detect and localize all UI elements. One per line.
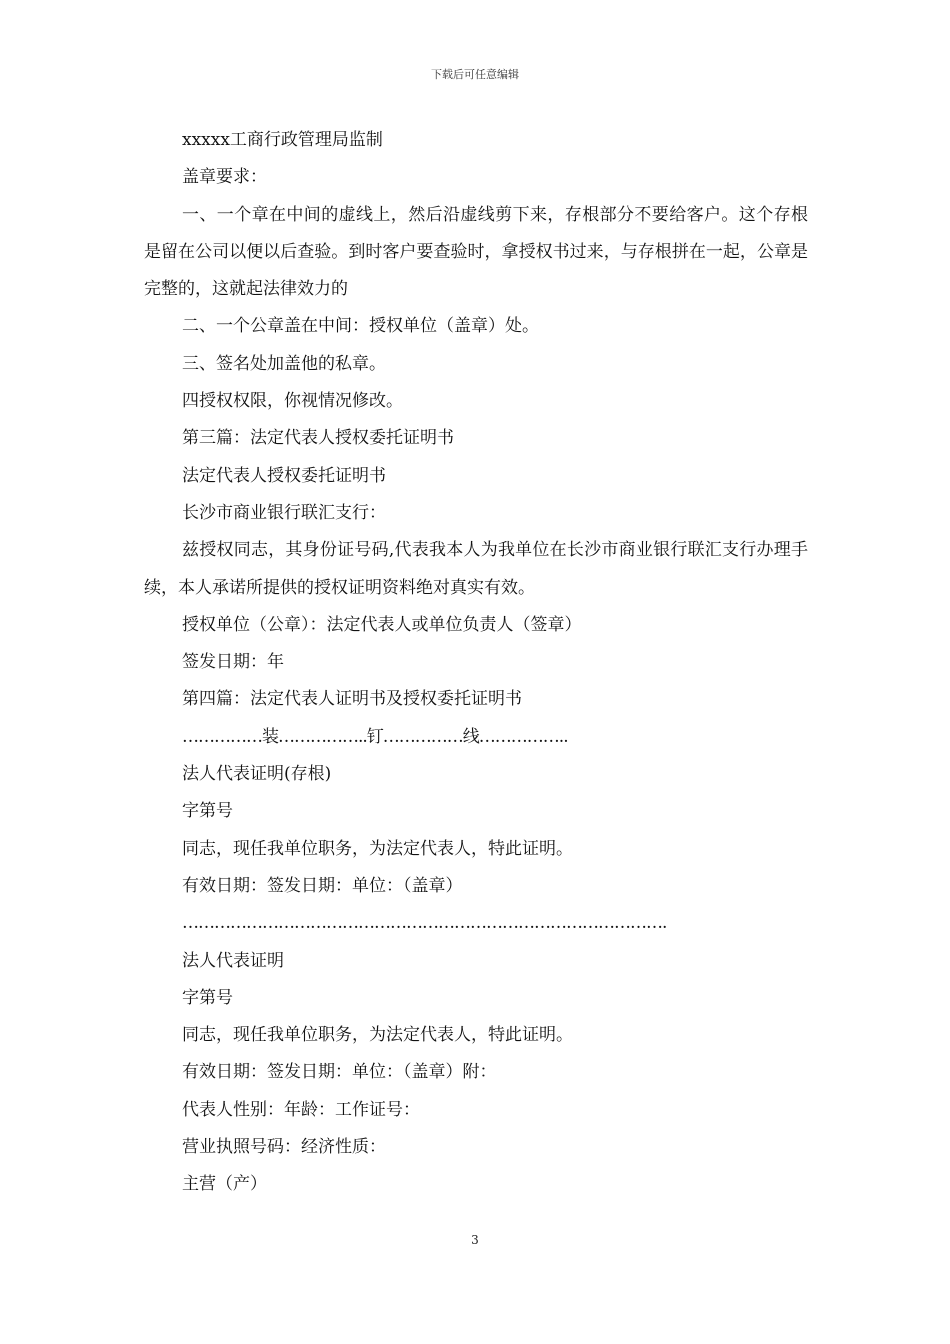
page-number: 3: [471, 1233, 479, 1247]
license-info-line: 营业执照号码：经济性质：: [182, 1137, 386, 1158]
cut-line: ……………………………………………………………………………….: [182, 913, 667, 934]
paragraph-authorizing-unit: 授权单位（公章）：法定代表人或单位负责人（签章）: [182, 614, 582, 635]
certificate-number-line-2: 字第号: [182, 987, 233, 1008]
paragraph-issue-date: 签发日期：年: [182, 652, 284, 673]
addressee: 长沙市商业银行联汇支行：: [182, 502, 386, 523]
representative-info-line: 代表人性别：年龄：工作证号：: [182, 1099, 420, 1120]
page-header: 下载后可任意编辑: [431, 68, 519, 81]
section-heading-3: 第三篇：法定代表人授权委托证明书: [182, 428, 454, 449]
document-body: [144, 122, 808, 1204]
main-business-line: 主营（产）: [182, 1174, 267, 1195]
certificate-title: 法人代表证明: [182, 950, 284, 971]
certificate-dates-line-2: 有效日期：签发日期：单位：（盖章）附：: [182, 1062, 497, 1083]
paragraph-authorization: 兹授权同志，其身份证号码,代表我本人为我单位在长沙市商业银行联汇支行办理手续，本人承诺所提供的授权证明资料绝对真实有效。: [144, 540, 808, 598]
certificate-statement-2: 同志，现任我单位职务，为法定代表人，特此证明。: [182, 1025, 573, 1046]
certificate-dates-line: 有效日期：签发日期：单位：（盖章）: [182, 875, 463, 896]
binding-line: ……………装……………..钉……………线……………..: [182, 726, 568, 747]
paragraph-supervision: xxxxx工商行政管理局监制: [182, 130, 383, 150]
paragraph-stamp-requirements: 盖章要求：: [182, 167, 267, 188]
section-heading-4: 第四篇：法定代表人证明书及授权委托证明书: [182, 689, 522, 710]
paragraph-requirement-1: 一、一个章在中间的虚线上，然后沿虚线剪下来，存根部分不要给客户。这个存根是留在公司以便以后查验。到时客户要查验时，拿授权书过来，与存根拼在一起，公章是完整的，这就起法律效力的: [144, 204, 808, 300]
document-title: 法定代表人授权委托证明书: [182, 465, 386, 486]
certificate-number-line: 字第号: [182, 801, 233, 822]
paragraph-requirement-2: 二、一个公章盖在中间：授权单位（盖章）处。: [182, 316, 539, 337]
paragraph-requirement-3: 三、签名处加盖他的私章。: [182, 353, 386, 374]
certificate-stub-title: 法人代表证明(存根): [182, 764, 332, 785]
paragraph-requirement-4: 四授权权限，你视情况修改。: [182, 391, 403, 412]
certificate-statement: 同志，现任我单位职务，为法定代表人，特此证明。: [182, 838, 573, 859]
